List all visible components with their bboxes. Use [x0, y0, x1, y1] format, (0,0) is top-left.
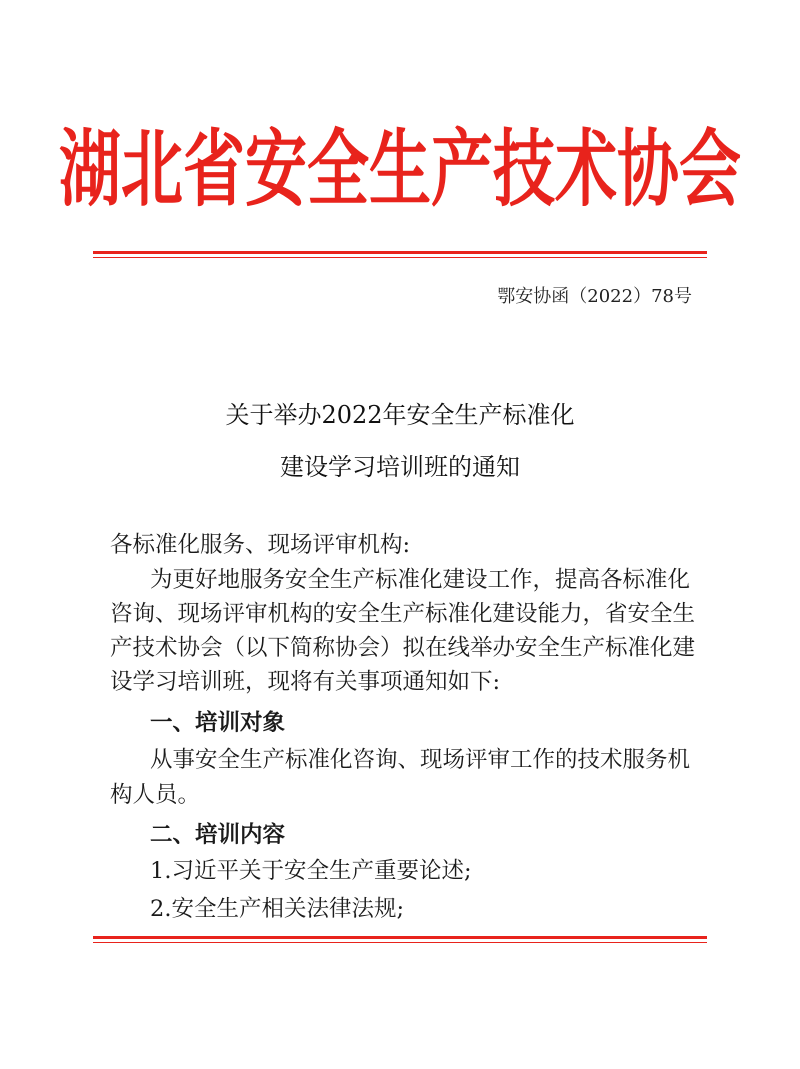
intro-line-3: 产技术协会（以下简称协会）拟在线举办安全生产标准化建 [110, 635, 696, 661]
notice-title-line-2: 建设学习培训班的通知 [280, 453, 520, 481]
intro-line-4: 设学习培训班，现将有关事项通知如下: [110, 669, 501, 695]
notice-title-line-1: 关于举办2022年安全生产标准化 [225, 401, 575, 429]
salutation: 各标准化服务、现场评审机构: [110, 532, 411, 558]
document-number: 鄂安协函（2022）78号 [497, 286, 692, 307]
intro-line-2: 咨询、现场评审机构的安全生产标准化建设能力，省安全生 [110, 601, 696, 627]
intro-line-1: 为更好地服务安全生产标准化建设工作，提高各标准化 [150, 567, 691, 593]
footer-divider [93, 936, 707, 943]
section-2-heading: 二、培训内容 [150, 822, 286, 848]
section-1-line-2: 构人员。 [110, 782, 201, 808]
masthead-divider [93, 251, 707, 258]
section-1-line-1: 从事安全生产标准化咨询、现场评审工作的技术服务机 [150, 747, 691, 773]
section-1-heading: 一、培训对象 [150, 710, 286, 736]
section-2-item-1: 1.习近平关于安全生产重要论述; [150, 858, 472, 884]
masthead-title: 湖北省安全生产技术协会 [58, 119, 741, 218]
section-2-item-2: 2.安全生产相关法律法规; [150, 896, 405, 922]
